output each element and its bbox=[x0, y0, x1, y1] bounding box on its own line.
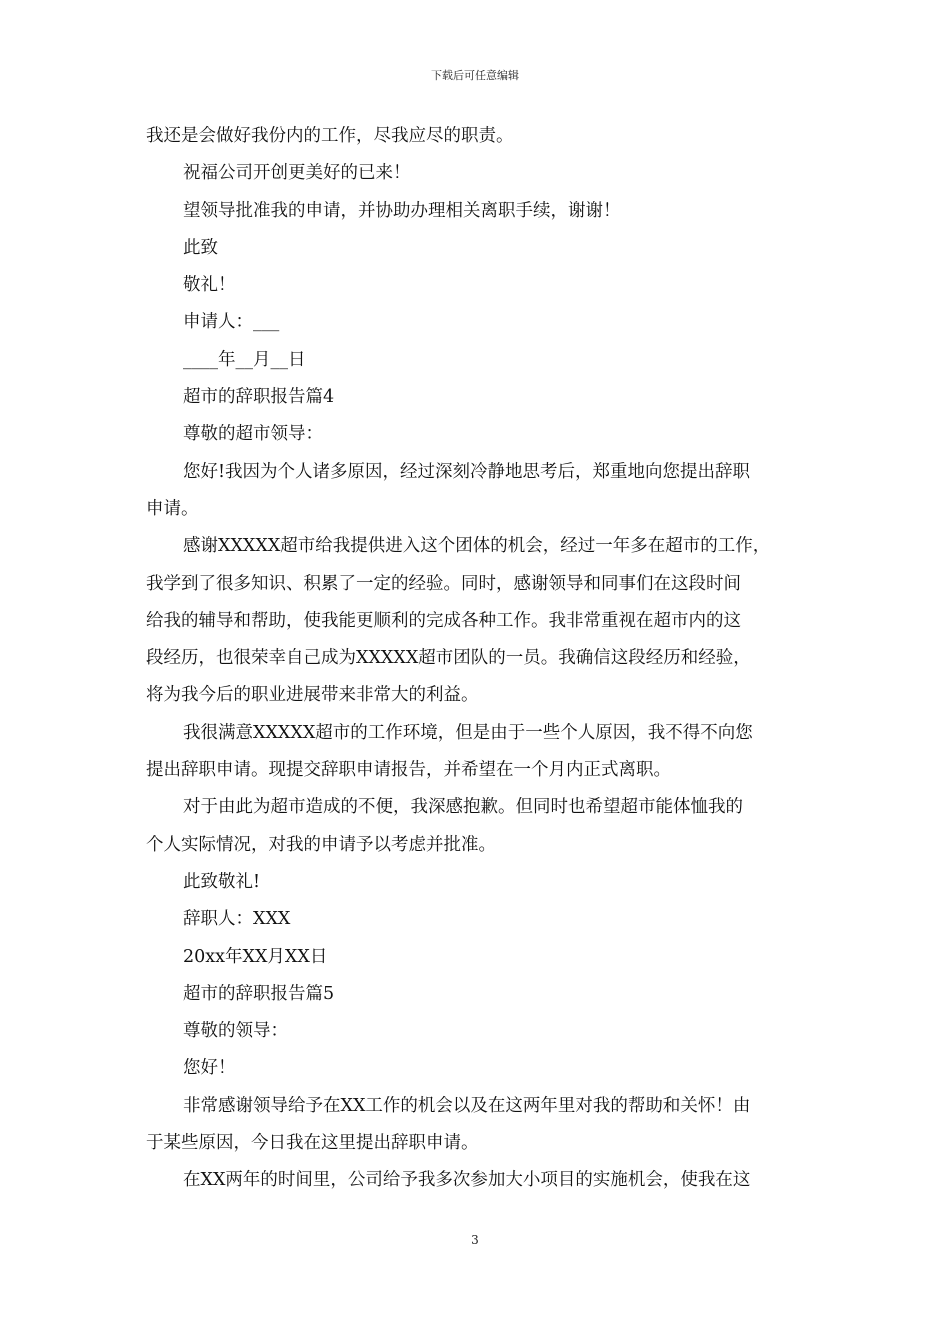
text-line: 于某些原因，今日我在这里提出辞职申请。 bbox=[146, 1133, 479, 1154]
text-line: 尊敬的超市领导： bbox=[183, 424, 323, 445]
text-line: 辞职人：XXX bbox=[183, 909, 291, 930]
text-line: 个人实际情况，对我的申请予以考虑并批准。 bbox=[146, 834, 496, 855]
text-line: 我学到了很多知识、积累了一定的经验。同时，感谢领导和同事们在这段时间 bbox=[146, 573, 741, 594]
text-line: 望领导批准我的申请，并协助办理相关离职手续，谢谢！ bbox=[183, 200, 621, 221]
text-line: 您好！ bbox=[183, 1058, 236, 1079]
text-line: 此致敬礼! bbox=[183, 871, 261, 892]
text-line: 超市的辞职报告篇4 bbox=[183, 387, 335, 408]
text-line: 申请人：___ bbox=[183, 312, 280, 333]
page-number: 3 bbox=[471, 1233, 479, 1247]
text-line: 我还是会做好我份内的工作，尽我应尽的职责。 bbox=[146, 126, 514, 146]
text-line: 在XX两年的时间里，公司给予我多次参加大小项目的实施机会，使我在这 bbox=[183, 1170, 751, 1191]
text-line: 祝福公司开创更美好的已来！ bbox=[183, 163, 411, 184]
text-line: 20xx年XX月XX日 bbox=[183, 946, 328, 967]
text-line: 申请。 bbox=[146, 498, 199, 519]
text-line: 我很满意XXXXX超市的工作环境，但是由于一些个人原因，我不得不向您 bbox=[183, 722, 753, 743]
text-line: 此致 bbox=[183, 237, 218, 258]
text-line: ____年__月__日 bbox=[183, 349, 306, 370]
text-line: 段经历，也很荣幸自己成为XXXXX超市团队的一员。我确信这段经历和经验， bbox=[146, 648, 751, 669]
text-line: 感谢XXXXX超市给我提供进入这个团体的机会，经过一年多在超市的工作， bbox=[183, 536, 771, 557]
text-line: 给我的辅导和帮助，使我能更顺利的完成各种工作。我非常重视在超市内的这 bbox=[146, 610, 741, 631]
text-line: 非常感谢领导给予在XX工作的机会以及在这两年里对我的帮助和关怀！由 bbox=[183, 1095, 751, 1116]
text-line: 尊敬的领导： bbox=[183, 1021, 288, 1042]
text-line: 提出辞职申请。现提交辞职申请报告，并希望在一个月内正式离职。 bbox=[146, 760, 671, 781]
text-line: 您好!我因为个人诸多原因，经过深刻冷静地思考后，郑重地向您提出辞职 bbox=[183, 461, 751, 482]
text-line: 对于由此为超市造成的不便，我深感抱歉。但同时也希望超市能体恤我的 bbox=[183, 797, 743, 818]
text-line: 将为我今后的职业进展带来非常大的利益。 bbox=[146, 685, 479, 706]
text-line: 超市的辞职报告篇5 bbox=[183, 983, 335, 1004]
page-header: 下载后可任意编辑 bbox=[431, 69, 519, 82]
document-body bbox=[146, 118, 808, 1200]
text-line: 敬礼！ bbox=[183, 275, 236, 296]
